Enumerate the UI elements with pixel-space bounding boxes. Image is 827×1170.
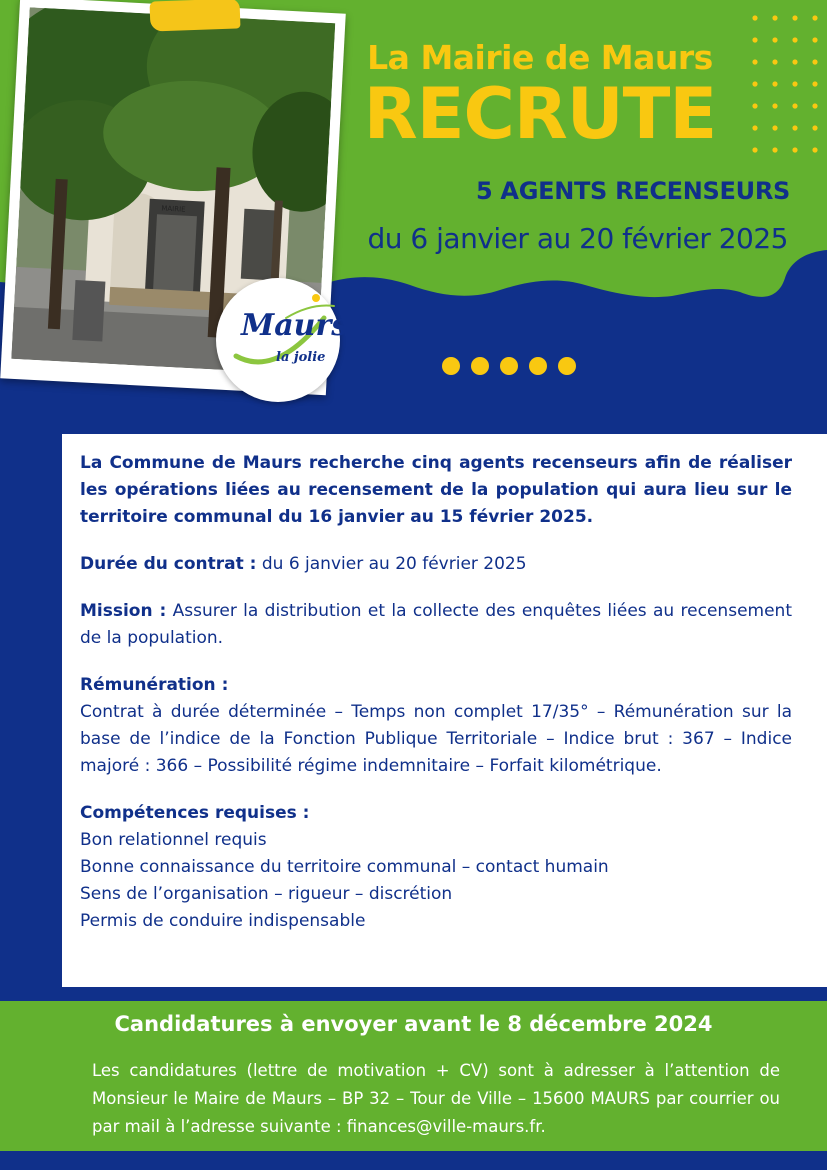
contract-label: Durée du contrat : [80,554,257,574]
logo-sub-text: la jolie [276,350,326,365]
maurs-logo [216,278,349,402]
remuneration-section [80,672,792,780]
remuneration-label: Rémunération : [80,675,229,695]
contract-paragraph [80,551,792,578]
subtitle-dates: du 6 janvier au 20 février 2025 [367,222,788,255]
mission-paragraph [80,598,792,652]
mission-label: Mission : [80,601,167,621]
title-mairie: La Mairie de Maurs [367,38,713,77]
skill-item: Bonne connaissance du territoire communal – contact humain [80,857,609,877]
yellow-dots-decoration [440,355,580,377]
contract-value: du 6 janvier au 20 février 2025 [256,554,527,574]
title-recrute: RECRUTE [363,73,717,155]
skill-item: Sens de l’organisation – rigueur – discrétion [80,884,453,904]
contact-paragraph: Les candidatures (lettre de motivation + CV) sont à adresser à l’attention de Monsieur le Maire de Maurs – BP 32 – Tour de Ville – 15600 MAURS par courrier ou par mail à l’adresse suivante : finances@ville-maurs.fr. [92,1061,780,1136]
subtitle-agents: 5 AGENTS RECENSEURS [475,177,790,205]
mairie-sign-text: MAIRIE [161,204,186,214]
bottom-strip [0,1151,827,1170]
job-description-card [62,434,827,987]
intro-paragraph: La Commune de Maurs recherche cinq agents recenseurs afin de réaliser les opérations liées au recensement de la population qui aura lieu sur le territoire communal du 16 janvier au 15 février 2025. [80,453,792,527]
skills-section [80,800,792,935]
deadline-heading: Candidatures à envoyer avant le 8 décembre 2024 [114,1012,713,1036]
remuneration-value: Contrat à durée déterminée – Temps non complet 17/35° – Rémunération sur la base de l’indice de la Fonction Publique Territoriale – Indice brut : 367 – Indice majoré : 366 – Possibilité régime indemnitaire – Forfait kilométrique. [80,702,792,776]
skill-item: Permis de conduire indispensable [80,911,366,931]
skill-item: Bon relationnel requis [80,830,267,850]
logo-main-text: Maurs [241,308,349,343]
mission-value: Assurer la distribution et la collecte des enquêtes liées au recensement de la population. [80,601,792,648]
skills-label: Compétences requises : [80,803,310,823]
dot-pattern-decoration [745,10,827,160]
tape-decoration [150,0,241,32]
